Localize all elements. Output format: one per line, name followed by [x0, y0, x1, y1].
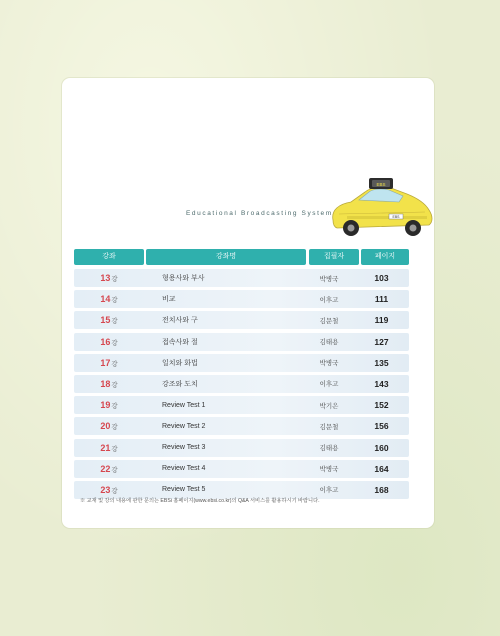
lecture-number-unit: 강	[111, 297, 118, 305]
lecture-number	[74, 315, 144, 325]
taxi-sign-text: EBS	[376, 182, 386, 187]
lecture-number	[74, 464, 144, 474]
taxi-illustration	[325, 170, 437, 245]
lecture-author: 박병국	[319, 275, 339, 283]
lecture-number	[74, 358, 144, 368]
table-row	[74, 439, 409, 457]
lecture-page: 156	[374, 421, 389, 432]
taxi-plate	[389, 214, 403, 219]
lecture-author: 박병국	[319, 360, 339, 368]
lecture-table	[74, 249, 409, 502]
lecture-number	[74, 443, 144, 453]
lecture-number	[74, 485, 144, 495]
header-page: 페이지	[361, 249, 409, 265]
lecture-title: Review Test 1	[162, 401, 206, 409]
header-author: 집필자	[309, 249, 359, 265]
lecture-number-unit: 강	[111, 276, 118, 283]
lecture-page: 152	[374, 400, 389, 411]
lecture-title: 형용사와 부사	[162, 275, 205, 282]
table-row	[74, 396, 409, 414]
lecture-number-value: 21	[100, 442, 111, 453]
table-row	[74, 333, 409, 351]
taxi-roof-sign	[369, 178, 393, 189]
footnote: ※ 교재 및 강의 내용에 관한 문의는 EBSi 홈페이지(www.ebsi.co.kr)의 Q&A 서비스를 활용하시기 바랍니다.	[80, 498, 320, 504]
lecture-author: 김태용	[319, 445, 339, 452]
lecture-number-value: 16	[100, 336, 111, 347]
lecture-number-unit: 강	[111, 360, 118, 368]
table-row	[74, 460, 409, 478]
header-lecture-title: 강좌명	[146, 249, 306, 265]
lecture-page: 135	[374, 357, 389, 368]
lecture-number	[74, 337, 144, 347]
table-row	[74, 354, 409, 372]
table-row	[74, 311, 409, 329]
lecture-author: 김태용	[319, 339, 339, 347]
lecture-number-unit: 강	[111, 466, 118, 474]
lecture-page: 127	[374, 336, 389, 347]
lecture-author: 이후고	[319, 381, 339, 389]
lecture-page: 119	[374, 315, 389, 326]
lecture-number-unit: 강	[111, 445, 118, 453]
lecture-number-value: 20	[100, 421, 111, 432]
lecture-title: 강조와 도치	[162, 380, 198, 388]
lecture-page: 164	[374, 463, 389, 474]
table-row	[74, 375, 409, 393]
table-row	[74, 290, 409, 308]
lecture-number-value: 23	[100, 484, 111, 495]
lecture-title: 접속사와 절	[162, 338, 198, 346]
lecture-title: 전치사와 구	[162, 317, 198, 325]
header-lecture-no: 강좌	[74, 249, 144, 265]
table-row	[74, 269, 409, 287]
table-header	[74, 249, 409, 265]
lecture-title: Review Test 3	[162, 444, 206, 451]
lecture-title: Review Test 2	[162, 422, 206, 430]
lecture-number	[74, 294, 144, 304]
lecture-number-unit: 강	[111, 487, 118, 495]
lecture-page: 143	[374, 378, 389, 389]
lecture-number	[74, 273, 144, 283]
lecture-author: 박기은	[319, 402, 339, 410]
lecture-number-value: 15	[100, 315, 111, 326]
lecture-number-value: 22	[100, 463, 111, 474]
lecture-author: 이후고	[319, 487, 339, 495]
lecture-page: 160	[374, 442, 389, 453]
lecture-number-value: 13	[100, 273, 111, 283]
lecture-page: 103	[374, 273, 389, 283]
lecture-title: 일치와 화법	[162, 359, 198, 367]
lecture-page: 168	[374, 484, 389, 495]
lecture-author: 김문철	[319, 423, 339, 431]
ebs-subtitle: Educational Broadcasting System	[186, 210, 333, 217]
table-row	[74, 417, 409, 435]
lecture-number-unit: 강	[111, 339, 118, 347]
lecture-number-unit: 강	[111, 381, 118, 389]
lecture-number	[74, 421, 144, 431]
lecture-number-value: 19	[100, 400, 111, 411]
lecture-number-unit: 강	[111, 424, 118, 432]
lecture-number-unit: 강	[111, 403, 118, 411]
lecture-number	[74, 379, 144, 389]
lecture-number-value: 18	[100, 378, 111, 389]
lecture-number-value: 14	[100, 294, 111, 305]
lecture-author: 이후고	[319, 296, 339, 304]
lecture-number-unit: 강	[111, 318, 118, 326]
ghost-title-watermark	[80, 86, 330, 146]
lecture-page: 111	[374, 294, 389, 305]
lecture-title: 비교	[162, 296, 176, 304]
lecture-title: Review Test 4	[162, 465, 206, 473]
lecture-author: 김문철	[319, 317, 339, 325]
lecture-author: 박병국	[319, 466, 339, 474]
lecture-title: Review Test 5	[162, 486, 206, 494]
lecture-number	[74, 400, 144, 410]
lecture-number-value: 17	[100, 357, 111, 368]
taxi-plate-text: EBS	[392, 215, 400, 219]
